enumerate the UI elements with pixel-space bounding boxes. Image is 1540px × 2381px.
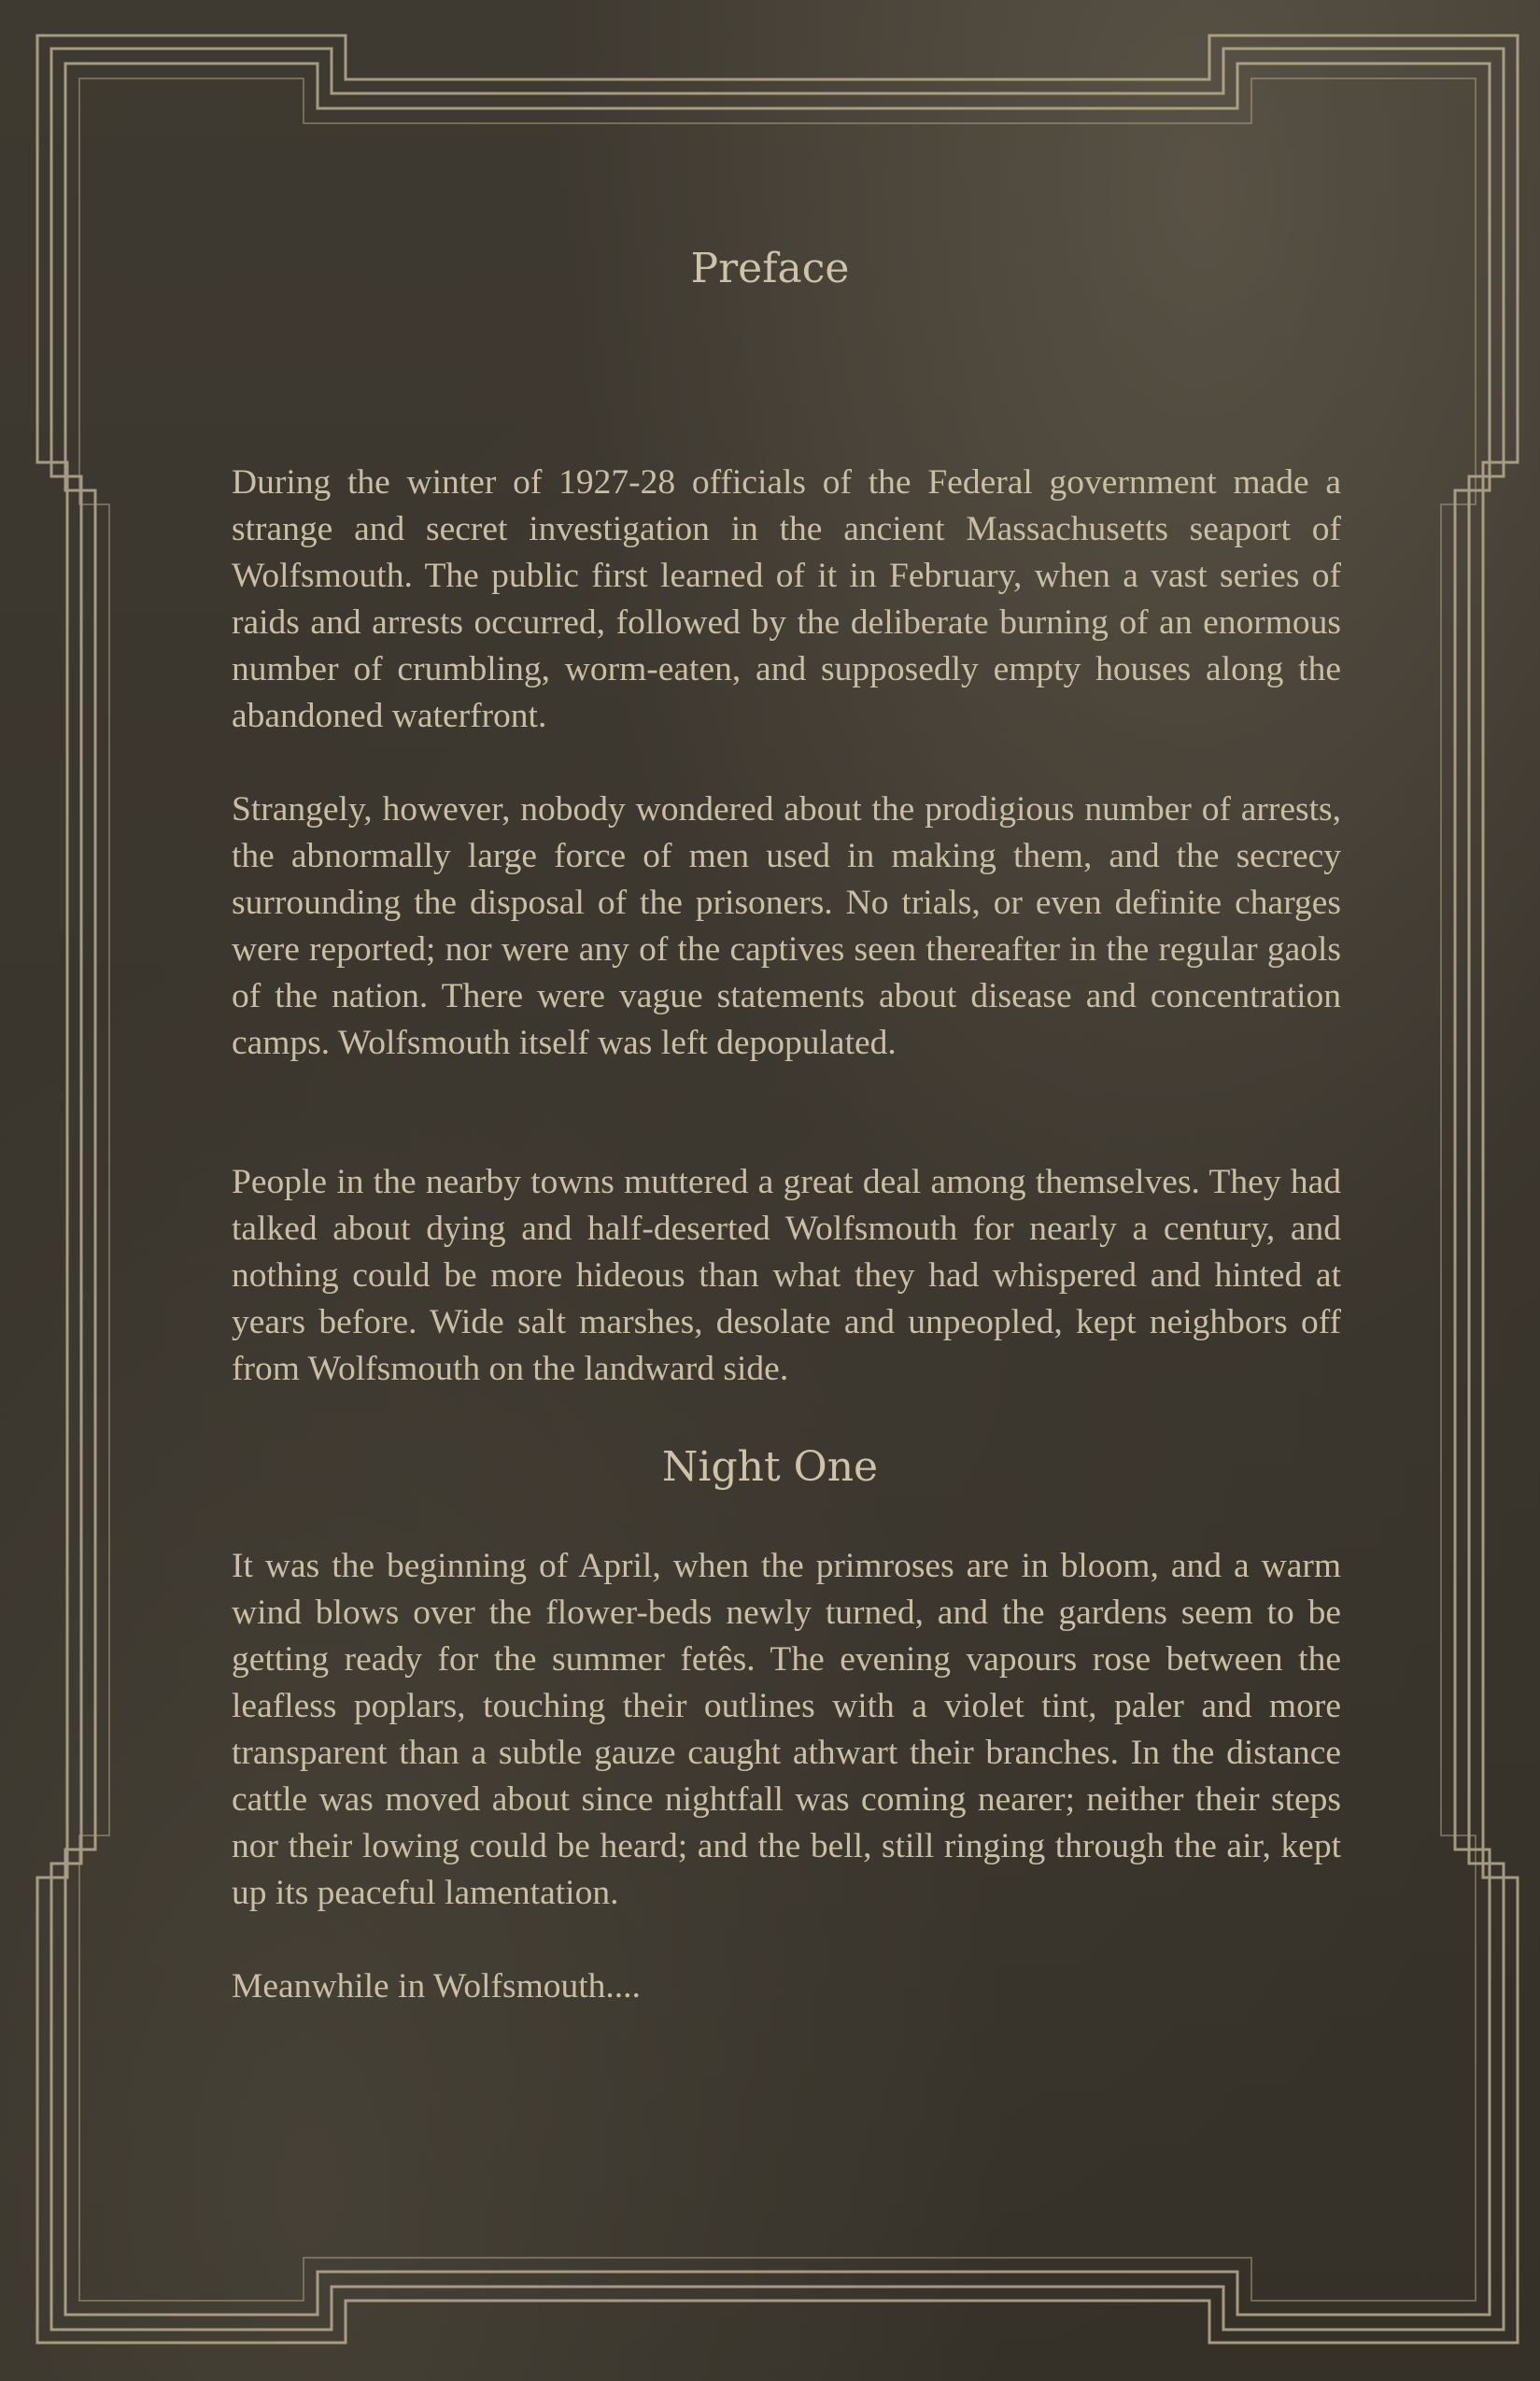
preface-paragraph-2: Strangely, however, nobody wondered about the prodigious number of arrests, the abnormally large force of men used in making them, and the secrecy surrounding the disposal of the prisoners. No trials, or even definite charges were reported; nor were any of the captives seen thereafter in the regular gaols of the nation. There were vague statements about disease and concentration camps. Wolfsmouth itself was left depopulated.: [232, 790, 1341, 1062]
night-one-paragraph-1: It was the beginning of April, when the primroses are in bloom, and a warm wind blows over the flower-beds newly turned, and the gardens seem to be getting ready for the summer fetês. The evening vapours rose between the leafless poplars, touching their outlines with a violet tint, paler and more transparent than a subtle gauze caught athwart their branches. In the distance cattle was moved about since nightfall was coming nearer; neither their steps nor their lowing could be heard; and the bell, still ringing through the air, kept up its peaceful lamentation.: [232, 1547, 1341, 1912]
night-one-paragraph-2: Meanwhile in Wolfsmouth....: [232, 1967, 641, 2005]
preface-paragraph-3: People in the nearby towns muttered a great deal among themselves. They had talked about dying and half-deserted Wolfsmouth for nearly a century, and nothing could be more hideous than what they had whispered and hinted at years before. Wide salt marshes, desolate and unpeopled, kept neighbors off from Wolfsmouth on the landward side.: [232, 1163, 1341, 1388]
preface-title: Preface: [690, 245, 850, 292]
night-one-title: Night One: [661, 1443, 879, 1491]
preface-paragraph-1: During the winter of 1927-28 officials of the Federal government made a strange and secret investigation in the ancient Massachusetts seaport of Wolfsmouth. The public first learned of it in February, when a vast series of raids and arrests occurred, followed by the deliberate burning of an enormous number of crumbling, worm-eaten, and supposedly empty houses along the abandoned waterfront.: [232, 463, 1341, 735]
